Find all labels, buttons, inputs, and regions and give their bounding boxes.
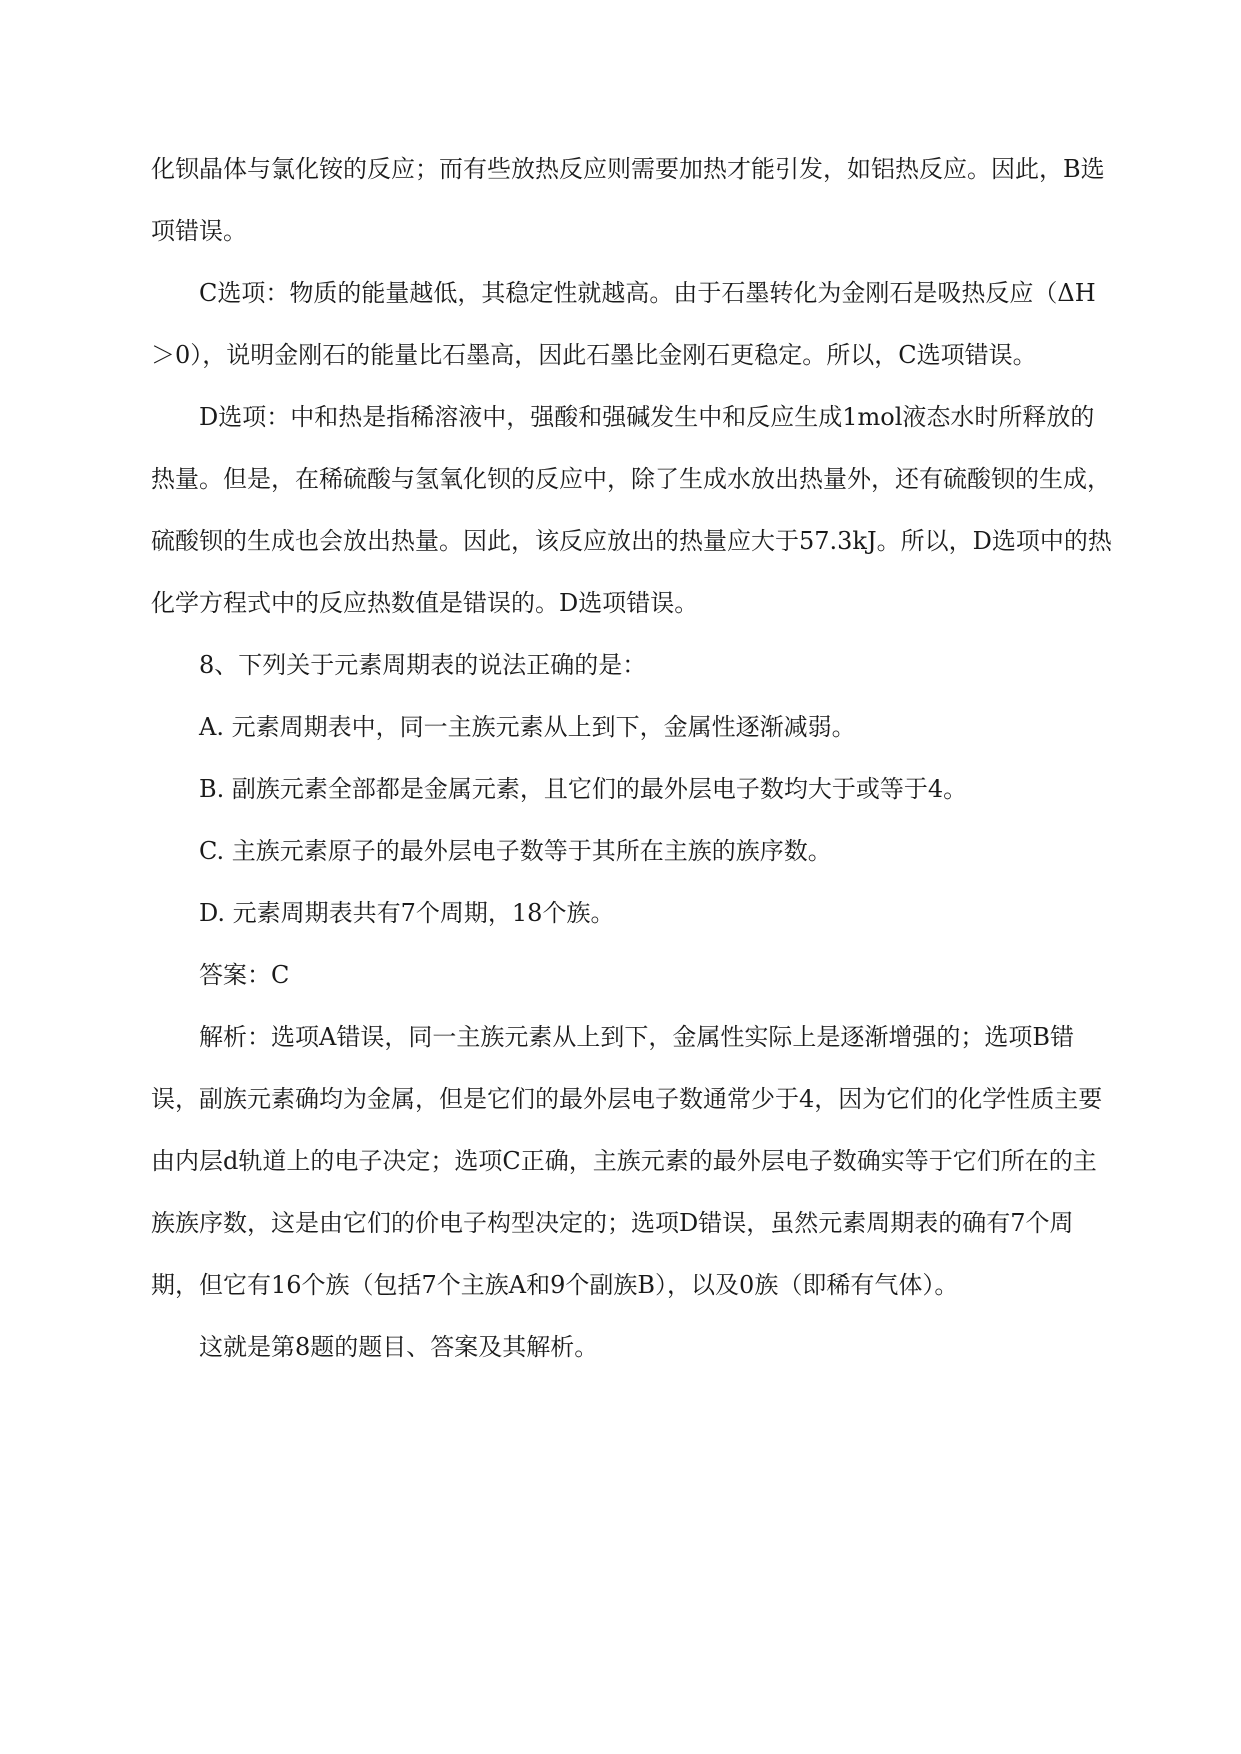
question-8-option-b: B. 副族元素全部都是金属元素，且它们的最外层电子数均大于或等于4。: [199, 775, 968, 803]
question-8-stem: 8、下列关于元素周期表的说法正确的是：: [199, 651, 647, 679]
paragraph-option-c-explanation: C选项：物质的能量越低，其稳定性就越高。由于石墨转化为金刚石是吸热反应（ΔH＞0），说明金刚石的能量比石墨高，因此石墨比金刚石更稳定。所以，C选项错误。: [151, 279, 1096, 369]
question-8-option-c: C. 主族元素原子的最外层电子数等于其所在主族的族序数。: [199, 837, 832, 865]
paragraph-option-d-explanation: D选项：中和热是指稀溶液中，强酸和强碱发生中和反应生成1mol液态水时所释放的热量。但是，在稀硫酸与氢氧化钡的反应中，除了生成水放出热量外，还有硫酸钡的生成，硫酸钡的生成也会放出热量。因此，该反应放出的热量应大于57.3kJ。所以，D选项中的热化学方程式中的反应热数值是错误的。D选项错误。: [151, 403, 1112, 617]
paragraph-continuation: 化钡晶体与氯化铵的反应；而有些放热反应则需要加热才能引发，如铝热反应。因此，B选项错误。: [151, 155, 1105, 245]
document-body: [151, 138, 1116, 1378]
question-8-answer: 答案：C: [199, 961, 290, 989]
question-8-option-a: A. 元素周期表中，同一主族元素从上到下，金属性逐渐减弱。: [199, 713, 856, 741]
closing-line: 这就是第8题的题目、答案及其解析。: [199, 1333, 599, 1361]
question-8-option-d: D. 元素周期表共有7个周期，18个族。: [199, 899, 615, 927]
question-8-analysis: 解析：选项A错误，同一主族元素从上到下，金属性实际上是逐渐增强的；选项B错误，副族元素确均为金属，但是它们的最外层电子数通常少于4，因为它们的化学性质主要由内层d轨道上的电子决定；选项C正确，主族元素的最外层电子数确实等于它们所在的主族族序数，这是由它们的价电子构型决定的；选项D错误，虽然元素周期表的确有7个周期，但它有16个族（包括7个主族A和9个副族B），以及0族（即稀有气体）。: [151, 1023, 1103, 1299]
